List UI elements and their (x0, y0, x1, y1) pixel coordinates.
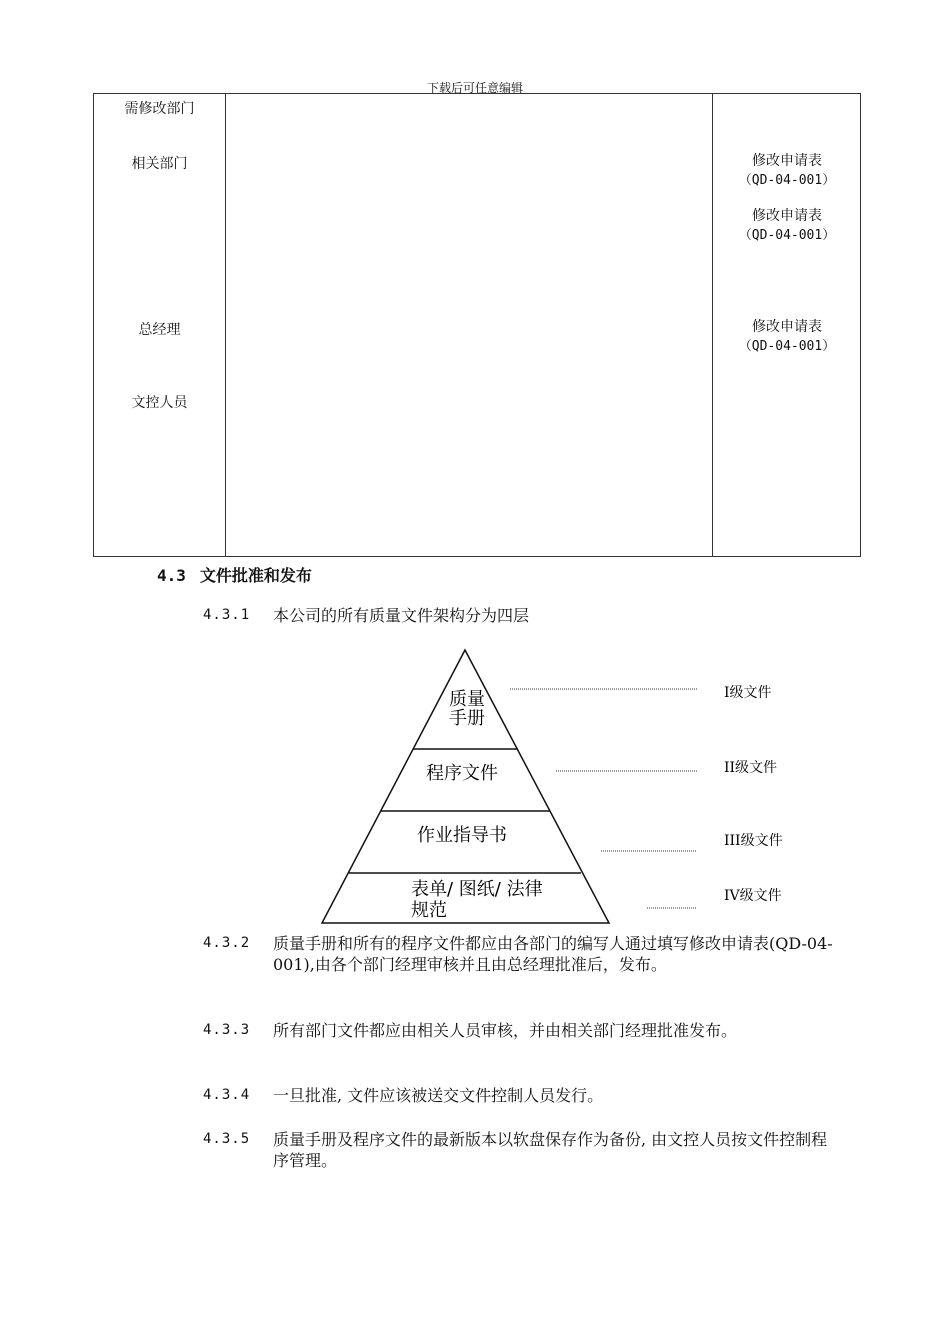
paragraph-number: 4.3.2 (203, 935, 251, 951)
paragraph-text: 本公司的所有质量文件架构分为四层 (273, 606, 530, 625)
paragraph-number: 4.3.1 (203, 607, 251, 623)
paragraph-text: 一旦批准, 文件应该被送交文件控制人员发行。 (273, 1086, 604, 1105)
level-3-label: III级文件 (724, 833, 783, 849)
tier-4-line-1: 表单/ 图纸/ 法律 (411, 879, 543, 900)
tier-3-label: 作业指导书 (417, 825, 507, 846)
paragraph-text: 质量手册和所有的程序文件都应由各部门的编写人通过填写修改申请表(QD-04-001),由各个部门经理审核并且由总经理批准后，发布。 (273, 934, 833, 974)
dept-related: 相关部门 (131, 156, 188, 172)
dept-need-modify: 需修改部门 (124, 101, 195, 117)
tier-2-label: 程序文件 (426, 763, 498, 784)
paragraph-4-3-2 (203, 933, 833, 975)
paragraph-number: 4.3.3 (203, 1022, 251, 1038)
dept-doc-control: 文控人员 (131, 395, 188, 411)
section-number: 4.3 (157, 566, 186, 585)
dept-general-manager: 总经理 (138, 322, 181, 338)
paragraph-number: 4.3.4 (203, 1087, 251, 1103)
tier-1-line-1: 质量 (449, 689, 485, 710)
record-name: 修改申请表 (752, 319, 822, 335)
record-code: （QD-04-001） (738, 173, 836, 188)
record-name: 修改申请表 (752, 153, 822, 169)
paragraph-text: 所有部门文件都应由相关人员审核，并由相关部门经理批准发布。 (273, 1021, 738, 1040)
paragraph-number: 4.3.5 (203, 1131, 251, 1147)
header-note: 下载后可任意编辑 (426, 81, 523, 95)
record-code: （QD-04-001） (738, 228, 836, 243)
paragraph-text: 质量手册及程序文件的最新版本以软盘保存作为备份, 由文控人员按文件控制程序管理。 (273, 1130, 828, 1170)
level-4-label: IV级文件 (724, 888, 782, 904)
record-name: 修改申请表 (752, 208, 822, 224)
paragraph-4-3-5 (203, 1129, 833, 1171)
level-1-label: I级文件 (724, 685, 772, 701)
tier-4-line-2: 规范 (411, 900, 447, 921)
paragraph-4-3-4 (203, 1085, 843, 1106)
paragraph-4-3-3 (203, 1020, 833, 1041)
level-2-label: II级文件 (724, 760, 778, 776)
section-heading: 文件批准和发布 (199, 566, 312, 585)
record-code: （QD-04-001） (738, 339, 836, 354)
tier-1-line-2: 手册 (449, 708, 485, 729)
